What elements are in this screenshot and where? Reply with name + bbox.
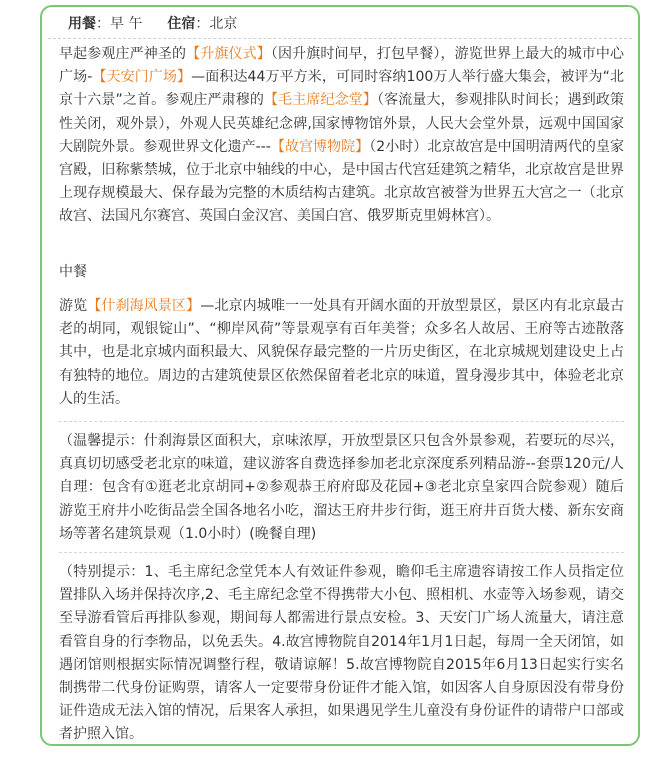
meal-label: 用餐 [68, 16, 96, 32]
warm-tip-section [59, 421, 624, 546]
itinerary-day-card [40, 5, 640, 746]
meta-divider [48, 38, 632, 39]
palace-museum-link[interactable]: 【故宫博物院】 [270, 138, 370, 155]
lunch-label: 中餐 [59, 264, 87, 280]
flag-ceremony-link[interactable]: 【升旗仪式】 [186, 46, 271, 62]
warm-tip-text: （温馨提示：什刹海景区面积大，京味浓厚，开放型景区只包含外景参观，若要玩的尽兴，真真切切感受老北京的味道，建议游客自费选择参加老北京深度系列精品游--套票120元/人自理：包含有①逛老北京胡同+②参观恭王府府邸及花园+③老北京皇家四合院参观）随后游览王府井小吃街品尝全国各地名小吃，溜达王府井步行街，逛王府井百货大楼、新东安商场等著名建筑景观（1.0小时）(晚餐自理) [59, 433, 624, 542]
stay-value: 北京 [209, 16, 238, 32]
special-tip-section [59, 552, 624, 747]
mausoleum-link[interactable]: 【毛主席纪念堂】 [264, 92, 377, 109]
tiananmen-square-link[interactable]: 【天安门广场】 [92, 69, 192, 86]
itinerary-body [59, 43, 625, 743]
meal-value: 早 午 [110, 16, 143, 32]
stay-label: 住宿 [167, 16, 196, 32]
day-meta-row: 用餐：早 午 住宿：北京 [68, 16, 238, 32]
morning-paragraph: 早起参观庄严神圣的【升旗仪式】（因升旗时间早，打包早餐），游览世界上最大的城市中心广场-【天安门广场】—面积达44万平方米，可同时容纳100万人举行盛大集会，被评为“北京十六景”之首。参观庄严肃穆的【毛主席纪念堂】（客流量大，参观排队时间长；遇到政策性关闭，观外景），外观人民英雄纪念碑,国家博物馆外景，人民大会堂外景，远观中国国家大剧院外景。参观世界文化遗产---【故宫博物院】（2小时）北京故宫是中国明清两代的皇家宫殿，旧称紫禁城，位于北京中轴线的中心，是中国古代宫廷建筑之精华，北京故宫是世界上现存规模最大、保存最为完整的木质结构古建筑。北京故宫被誉为世界五大宫之一（北京故宫、法国凡尔赛宫、英国白金汉宫、美国白宫、俄罗斯克里姆林宫）。 [59, 46, 625, 225]
afternoon-paragraph: 游览【什刹海风景区】—北京内城唯一一处具有开阔水面的开放型景区，景区内有北京最古老的胡同，观银锭山”、“柳岸风荷”等景观享有百年美誉；众多名人故居、王府等古迹散落其中，也是北京城内面积最大、风貌保存最完整的一片历史街区，在北京城规划建设史上占有独特的地位。周边的古建筑使景区依然保留着老北京的味道，置身漫步其中，体验老北京人的生活。 [59, 298, 625, 407]
shichahai-link[interactable]: 【什刹海风景区】 [87, 298, 201, 314]
special-tip-text: （特别提示：1、毛主席纪念堂凭本人有效证件参观，瞻仰毛主席遗容请按工作人员指定位置排队入场并保持次序,2、毛主席纪念堂不得携带大小包、照相机、水壶等入场参观，请交至导游看管后再排队参观，期间每人都需进行景点安检。3、天安门广场人流量大，请注意看管自身的行李物品，以免丢失。4.故宫博物院自2014年1月1日起，每周一全天闭馆，如遇闭馆则根据实际情况调整行程，敬请谅解！5.故宫博物院自2015年6月13日起实行实名制携带二代身份证购票，请客人一定要带身份证件才能入馆，如因客人自身原因没有带身份证件造成无法入馆的情况，后果客人承担，如果遇见学生儿童没有身份证件的请带户口部或者护照入馆。 [59, 564, 624, 743]
